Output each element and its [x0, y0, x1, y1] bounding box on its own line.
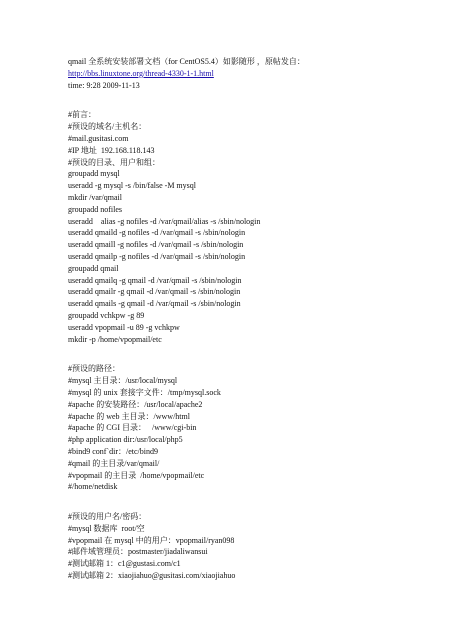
text-line: #mysql 的 unix 套接字文件：/tmp/mysql.sock	[68, 387, 221, 397]
text-line: useradd -g mysql -s /bin/false -M mysql	[68, 181, 196, 191]
text-line: useradd alias -g nofiles -d /var/qmail/alias -s /sbin/nologin	[68, 216, 261, 226]
text-line: groupadd qmail	[68, 263, 119, 273]
text-line: mkdir /var/qmail	[68, 192, 122, 202]
text-line: #vpopmail 的主目录 /home/vpopmail/etc	[68, 470, 205, 480]
credentials-section	[68, 511, 438, 582]
text-line: #bind9 conf`dir：/etc/bind9	[68, 446, 158, 456]
text-line: #邮件域管理员：postmaster/jiadaliwansui	[68, 547, 208, 557]
text-line: #预设的路径：	[68, 364, 120, 374]
document-body	[68, 56, 438, 582]
text-line: #前言：	[68, 110, 96, 120]
text-line: #apache 的 web 主目录：/www/html	[68, 411, 190, 421]
spacer	[68, 493, 438, 511]
text-line: useradd qmailq -g qmail -d /var/qmail -s /sbin/nologin	[68, 275, 242, 285]
text-line: useradd vpopmail -u 89 -g vchkpw	[68, 322, 180, 332]
text-line: groupadd vchkpw -g 89	[68, 310, 145, 320]
text-line: useradd qmailr -g qmail -d /var/qmail -s /sbin/nologin	[68, 287, 241, 297]
text-line: #预设的用户名/密码：	[68, 512, 147, 522]
text-line: mkdir -p /home/vpopmail/etc	[68, 334, 162, 344]
text-line: #/home/netdisk	[68, 482, 118, 492]
text-line: #预设的域名/主机名：	[68, 122, 147, 132]
text-line: #mail.gusitasi.com	[68, 133, 129, 143]
text-line: groupadd mysql	[68, 169, 120, 179]
spacer	[68, 345, 438, 363]
text-line: #vpopmail 在 mysql 中的用户：vpopmail/ryan098	[68, 535, 235, 545]
document-title: qmail 全系统安装部署文档（for CentOS5.4）如影随形 ，原帖发自：	[68, 57, 305, 66]
text-line: #测试邮箱 2：xiaojiahuo@gusitasi.com/xiaojiahuo	[68, 571, 236, 581]
text-line: useradd qmailp -g nofiles -d /var/qmail -s /sbin/nologin	[68, 251, 246, 261]
text-line: #qmail 的主目录/var/qmail/	[68, 458, 160, 468]
text-line: #mysql 主目录：/usr/local/mysql	[68, 376, 178, 386]
text-line: useradd qmaild -g nofiles -d /var/qmail -s /sbin/nologin	[68, 228, 246, 238]
text-line: #预设的目录、用户和组：	[68, 157, 160, 167]
text-line: groupadd nofiles	[68, 204, 122, 214]
source-link[interactable]: http://bbs.linuxtone.org/thread-4330-1-1.html	[68, 68, 214, 78]
text-line: #mysql 数据库 root/空	[68, 523, 145, 533]
paths-section	[68, 363, 438, 493]
text-line: useradd qmaill -g nofiles -d /var/qmail -s /sbin/nologin	[68, 240, 244, 250]
text-line: #apache 的安装路径：/usr/local/apache2	[68, 399, 203, 409]
timestamp: time: 9:28 2009-11-13	[68, 80, 140, 90]
setup-section	[68, 109, 438, 345]
text-line: #apache 的 CGI 目录： /www/cgi-bin	[68, 423, 197, 433]
text-line: #IP 地址 192.168.118.143	[68, 145, 155, 155]
text-line: #测试邮箱 1：c1@gustasi.com/c1	[68, 559, 181, 569]
spacer	[68, 91, 438, 109]
text-line: useradd qmails -g qmail -d /var/qmail -s /sbin/nologin	[68, 299, 241, 309]
text-line: #php application dir:/usr/local/php5	[68, 435, 183, 445]
